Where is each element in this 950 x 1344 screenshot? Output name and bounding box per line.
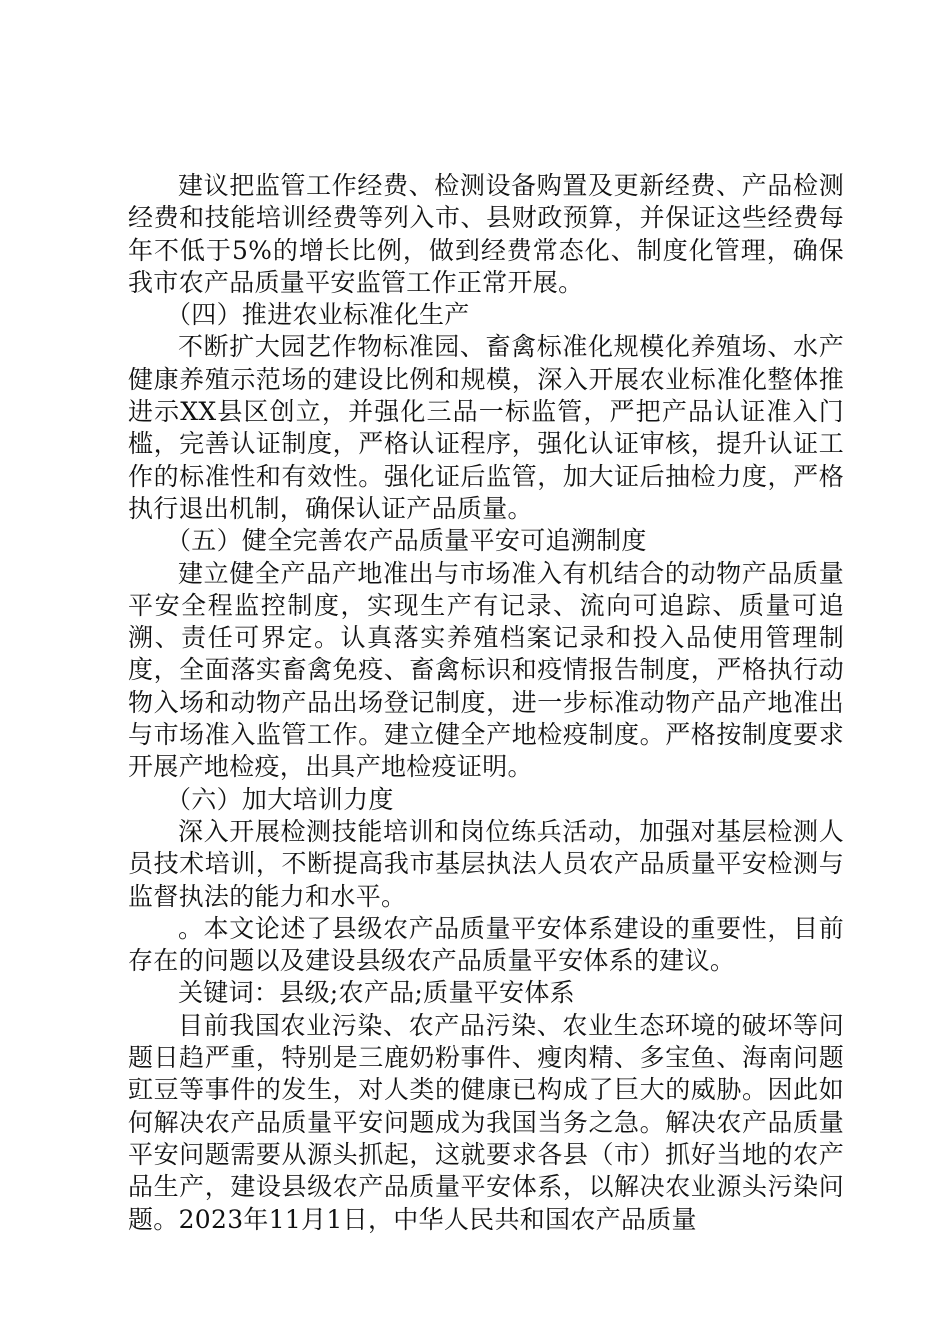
paragraph-abstract: 。本文论述了县级农产品质量平安体系建设的重要性，目前存在的问题以及建设县级农产品质量平安体系的建议。 <box>128 913 844 976</box>
section-heading-5: （五）健全完善农产品质量平安可追溯制度 <box>166 526 647 556</box>
paragraph-training: 深入开展检测技能培训和岗位练兵活动，加强对基层检测人员技术培训，不断提高我市基层执法人员农产品质量平安检测与监督执法的能力和水平。 <box>128 816 844 911</box>
document-page <box>128 170 844 1236</box>
paragraph-keywords: 关键词：县级;农产品;质量平安体系 <box>178 978 575 1008</box>
section-heading-6: （六）加大培训力度 <box>166 784 394 814</box>
paragraph-introduction: 目前我国农业污染、农产品污染、农业生态环境的破坏等问题日趋严重，特别是三鹿奶粉事件、瘦肉精、多宝鱼、海南问题豇豆等事件的发生，对人类的健康已构成了巨大的威胁。因此如何解决农产品质量平安问题成为我国当务之急。解决农产品质量平安问题需要从源头抓起，这就要求各县（市）抓好当地的农产品生产，建设县级农产品质量平安体系，以解决农业源头污染问题。2023年11月1日，中华人民共和国农产品质量 <box>128 1010 844 1234</box>
section-heading-4: （四）推进农业标准化生产 <box>166 300 470 330</box>
paragraph-standardization: 不断扩大园艺作物标准园、畜禽标准化规模化养殖场、水产健康养殖示范场的建设比例和规模，深入开展农业标准化整体推进示XX县区创立，并强化三品一标监管，严把产品认证准入门槛，完善认证制度，严格认证程序，强化认证审核，提升认证工作的标准性和有效性。强化证后监管，加大证后抽检力度，严格执行退出机制，确保认证产品质量。 <box>128 332 844 523</box>
paragraph-traceability: 建立健全产品产地准出与市场准入有机结合的动物产品质量平安全程监控制度，实现生产有记录、流向可追踪、质量可追溯、责任可界定。认真落实养殖档案记录和投入品使用管理制度，全面落实畜禽免疫、畜禽标识和疫情报告制度，严格执行动物入场和动物产品出场登记制度，进一步标准动物产品产地准出与市场准入监管工作。建立健全产地检疫制度。严格按制度要求开展产地检疫，出具产地检疫证明。 <box>128 558 844 782</box>
paragraph-funding: 建议把监管工作经费、检测设备购置及更新经费、产品检测经费和技能培训经费等列入市、县财政预算，并保证这些经费每年不低于5%的增长比例，做到经费常态化、制度化管理，确保我市农产品质量平安监管工作正常开展。 <box>128 171 844 297</box>
